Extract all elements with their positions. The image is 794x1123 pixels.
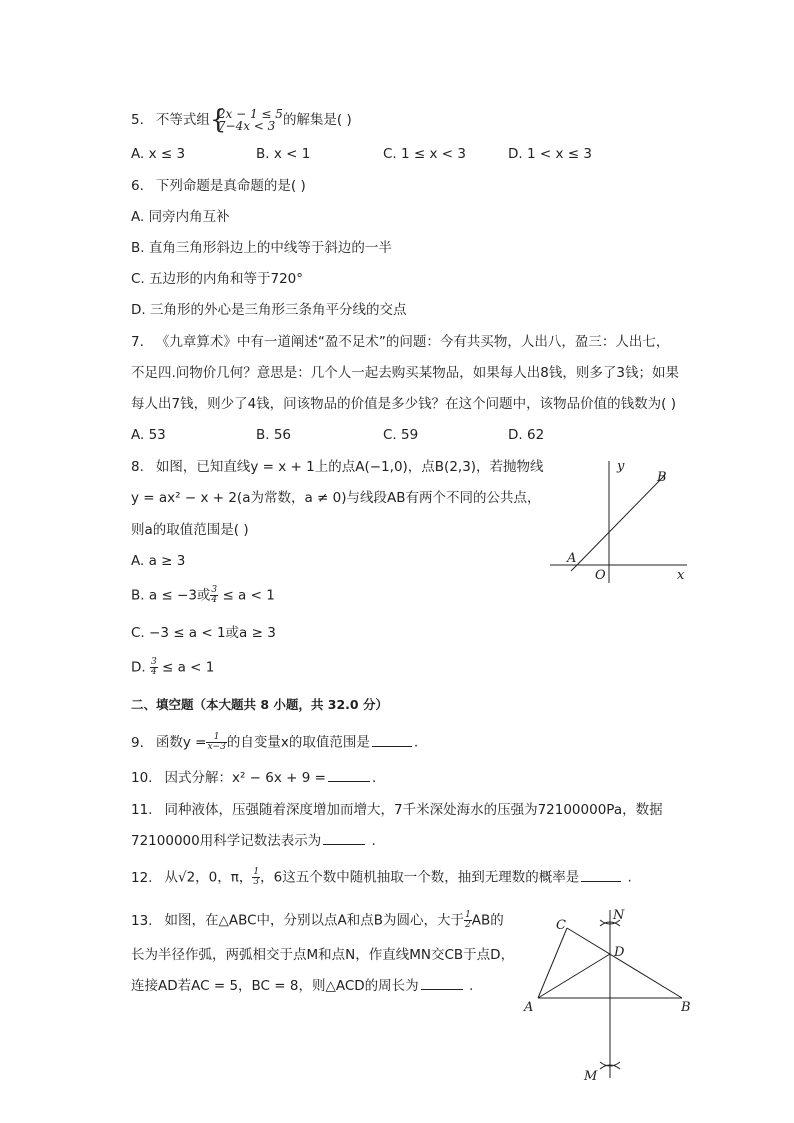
option-b: B. x < 1 (256, 146, 311, 162)
question-number: 11. (131, 802, 153, 818)
question-number: 5. (131, 112, 144, 128)
label-o: O (595, 568, 606, 583)
question-9: 9. 函数y = $\frac{1}{x-3}$ 的自变量x的取值范围是 . (131, 732, 419, 752)
answer-blank[interactable] (581, 869, 621, 882)
option-b: B. a ≤ −3或 $\frac{3}{4}$ ≤ a < 1 (131, 585, 275, 605)
fraction: $\frac{3}{4}$ (150, 657, 157, 677)
question-13: 13. 如图，在△ABC中，分别以点A和点B为圆心，大于 $\frac{1}{2}$ AB的 (131, 910, 504, 930)
label-y: y (617, 459, 625, 474)
label-b: B (681, 1000, 691, 1015)
option-b: B. 56 (256, 427, 292, 443)
question-number: 9. (131, 734, 144, 751)
label-c: C (556, 918, 566, 933)
label-x: x (677, 568, 685, 583)
question-7: 7. 《九章算术》中有一道阐述“盈不足术”的问题：今有共买物，人出八，盈三：人出七， (131, 334, 670, 350)
label-n: N (613, 908, 625, 923)
question-number: 10. (131, 770, 153, 786)
question-11-line-2: 72100000用科学记数法表示为 . (131, 833, 376, 849)
side-ac (538, 928, 567, 998)
side-cb (567, 928, 682, 998)
question-6: 6. 下列命题是真命题的是( ) (131, 178, 306, 194)
fraction: $\frac{3}{4}$ (211, 585, 218, 605)
label-a: A (524, 1000, 534, 1015)
question-7-line-3: 每人出7钱，则少了4钱，问该物品的价值是多少钱？在这个问题中，该物品价值的钱数为( ) (131, 396, 677, 412)
option-c: C. −3 ≤ a < 1或a ≥ 3 (131, 625, 276, 641)
question-8-line-2: y = ax² − x + 2(a为常数，a ≠ 0)与线段AB有两个不同的公共点， (131, 490, 541, 506)
label-a: A (567, 551, 577, 566)
option-a: A. 53 (131, 427, 166, 443)
option-a: A. a ≥ 3 (131, 553, 186, 569)
segment-ab (577, 475, 665, 565)
question-number: 8. (131, 459, 144, 475)
fraction: $\frac{1}{x-3}$ (207, 732, 226, 752)
question-11: 11. 同种液体，压强随着深度增加而增大，7千米深处海水的压强为72100000Pa，数据 (131, 802, 663, 818)
option-d: D. $\frac{3}{4}$ ≤ a < 1 (131, 657, 215, 677)
question-number: 12. (131, 869, 153, 886)
option-a: A. 同旁内角互补 (131, 209, 230, 225)
option-d: D. 三角形的外心是三角形三条角平分线的交点 (131, 302, 407, 318)
option-c: C. 五边形的内角和等于720° (131, 271, 304, 287)
segment-ad (538, 954, 610, 998)
question-13-line-3: 连接AD若AC = 5，BC = 8，则△ACD的周长为 . (131, 978, 474, 994)
question-12: 12. 从√2，0，π， $\frac{1}{3}$ ，6这五个数中随机抽取一个数，抽到无理数的概率是 . (131, 867, 632, 887)
answer-blank[interactable] (372, 734, 412, 747)
option-d: D. 1 < x ≤ 3 (508, 146, 592, 162)
question-7-line-2: 不足四.问物价几何？意思是：几个人一起去购买某物品，如果每人出8钱，则多了3钱；如果 (131, 365, 679, 381)
answer-blank[interactable] (421, 977, 463, 990)
answer-blank[interactable] (323, 832, 365, 845)
question-8: 8. 如图，已知直线y = x + 1上的点A(−1,0)，点B(2,3)，若抛物线 (131, 459, 544, 475)
option-b: B. 直角三角形斜边上的中线等于斜边的一半 (131, 240, 392, 256)
q13-triangle-figure (518, 902, 703, 1087)
question-number: 6. (131, 178, 144, 194)
question-8-line-3: 则a的取值范围是( ) (131, 522, 249, 538)
answer-blank[interactable] (328, 769, 370, 782)
option-a: A. x ≤ 3 (131, 146, 186, 162)
question-10: 10. 因式分解：x² − 6x + 9 = . (131, 770, 377, 786)
question-number: 13. (131, 912, 153, 929)
option-d: D. 62 (508, 427, 545, 443)
label-m: M (584, 1069, 598, 1084)
inequality-system: { 2x − 1 ≤ 5 7−4x < 3 (209, 105, 283, 135)
fraction: $\frac{1}{2}$ (465, 910, 471, 930)
option-c: C. 59 (383, 427, 419, 443)
question-5: 5. 不等式组 { 2x − 1 ≤ 5 7−4x < 3 的解集是( ) (131, 105, 352, 135)
question-13-line-2: 长为半径作弧，两弧相交于点M和点N，作直线MN交CB于点D， (131, 947, 515, 963)
question-number: 7. (131, 334, 144, 350)
option-c: C. 1 ≤ x < 3 (383, 146, 466, 162)
section-2-header: 二、填空题（本大题共 8 小题，共 32.0 分） (131, 697, 388, 712)
q8-coordinate-figure (545, 455, 695, 590)
label-d: D (614, 945, 625, 960)
fraction: $\frac{1}{3}$ (253, 867, 260, 887)
label-b: B (657, 470, 667, 485)
